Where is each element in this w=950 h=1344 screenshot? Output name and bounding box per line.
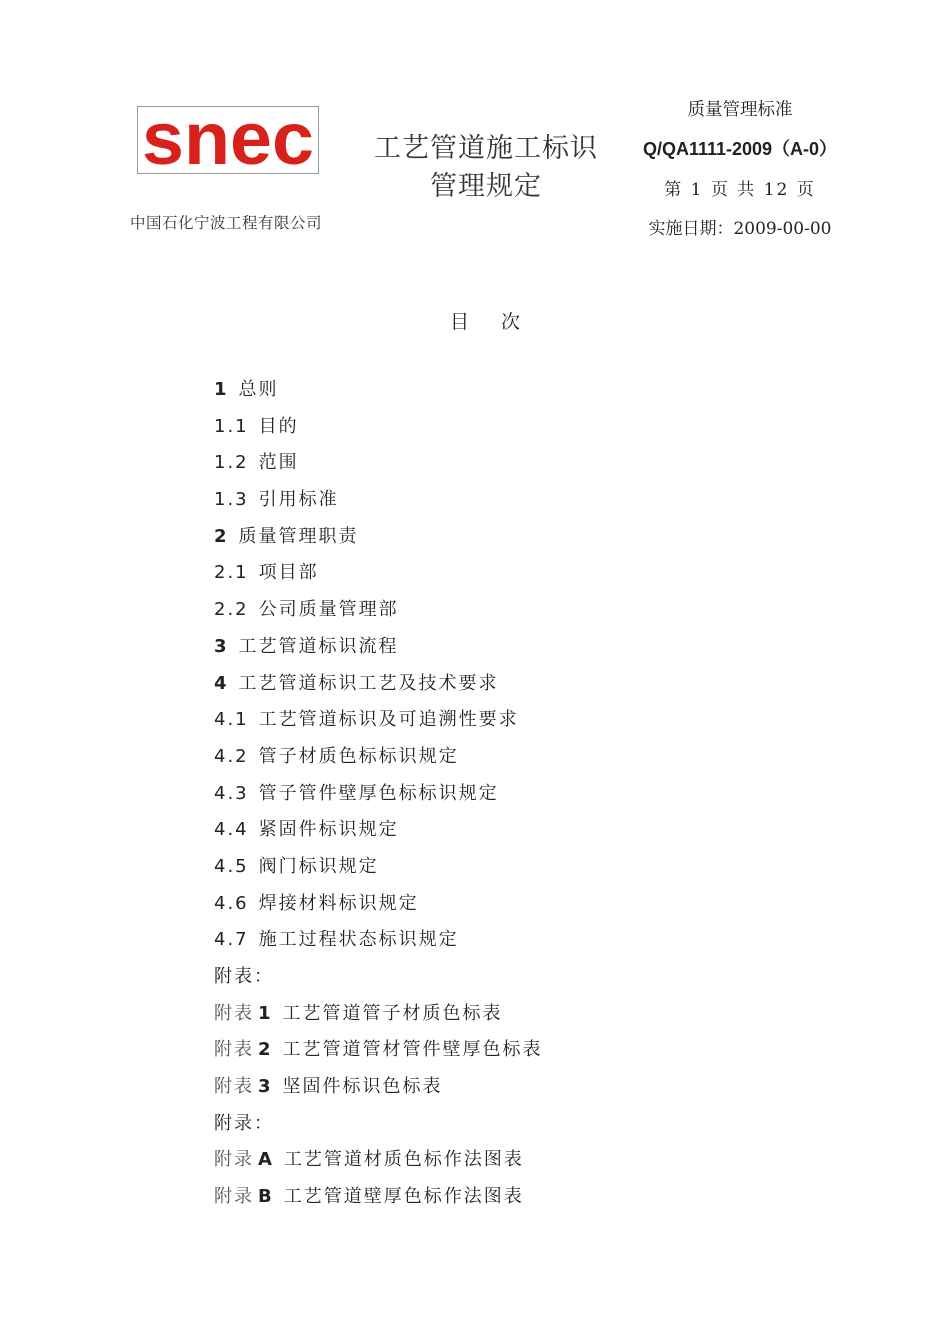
toc-item — [214, 702, 543, 739]
appendix-table-item-title: 工艺管道管子材质色标表 — [282, 1002, 503, 1024]
toc-item — [214, 409, 543, 446]
toc-item — [214, 849, 543, 886]
toc-item-number: 1.1 — [214, 415, 249, 437]
appendix-table-item — [214, 1032, 543, 1069]
document-title-line1: 工艺管道施工标识 — [374, 133, 598, 164]
appendix-tables-label: 附表： — [214, 966, 274, 987]
appendix-table-item-key: 2 — [258, 1039, 273, 1061]
appendix-item-key: B — [258, 1186, 274, 1208]
appendix-item-prefix: 附录 — [214, 1186, 254, 1208]
appendix-item — [214, 1179, 543, 1216]
toc-item-title: 工艺管道标识流程 — [238, 635, 399, 657]
standard-type: 质量管理标准 — [687, 100, 793, 120]
toc-item-title: 管子管件壁厚色标标识规定 — [258, 782, 499, 804]
toc-item — [214, 445, 543, 482]
logo-wordmark: snec — [142, 107, 314, 173]
appendix-table-item-title: 工艺管道管材管件壁厚色标表 — [282, 1039, 543, 1061]
toc-item-number: 1 — [214, 379, 229, 400]
toc-item-title: 管子材质色标标识规定 — [258, 745, 459, 767]
toc-item-number: 4.3 — [214, 782, 249, 804]
toc-item — [214, 886, 543, 923]
appendix-item-title: 工艺管道材质色标作法图表 — [283, 1149, 524, 1171]
appendix-table-item-prefix: 附表 — [214, 1076, 254, 1098]
company-logo — [137, 106, 319, 174]
toc-item-title: 工艺管道标识及可追溯性要求 — [258, 709, 519, 731]
toc-item-number: 2.2 — [214, 599, 249, 621]
table-of-contents — [214, 372, 543, 1216]
toc-item-title: 目的 — [258, 415, 299, 437]
toc-item-number: 4.2 — [214, 745, 249, 767]
toc-item-title: 质量管理职责 — [238, 525, 359, 547]
toc-item-title: 范围 — [258, 452, 299, 474]
toc-item-number: 4.7 — [214, 929, 249, 951]
toc-item — [214, 776, 543, 813]
toc-item-title: 焊接材料标识规定 — [258, 892, 419, 914]
company-name: 中国石化宁波工程有限公司 — [130, 214, 323, 232]
implementation-date: 实施日期：2009-00-00 — [648, 219, 832, 239]
toc-item-title: 引用标准 — [258, 489, 339, 511]
toc-item-title: 阀门标识规定 — [258, 855, 379, 877]
toc-item-number: 2.1 — [214, 562, 249, 584]
appendix-item-key: A — [258, 1149, 274, 1171]
appendix-item-prefix: 附录 — [214, 1149, 254, 1171]
toc-item-number: 3 — [214, 635, 229, 657]
toc-item-title: 公司质量管理部 — [258, 599, 399, 621]
appendix-table-item — [214, 1069, 543, 1106]
toc-item — [214, 812, 543, 849]
toc-item — [214, 629, 543, 666]
toc-item-number: 4.6 — [214, 892, 249, 914]
appendices-label: 附录： — [214, 1112, 274, 1134]
page-info: 第 1 页 共 12 页 — [664, 180, 816, 200]
appendix-table-item-prefix: 附表 — [214, 1002, 254, 1024]
appendix-table-item-key: 1 — [258, 1002, 273, 1024]
toc-item-number: 1.3 — [214, 489, 249, 511]
toc-item — [214, 666, 543, 703]
appendix-item-title: 工艺管道壁厚色标作法图表 — [283, 1186, 524, 1208]
snec-logo-mark — [138, 107, 318, 173]
appendix-table-item-title: 坚固件标识色标表 — [282, 1076, 443, 1098]
toc-item — [214, 592, 543, 629]
toc-item — [214, 482, 543, 519]
toc-item-title: 总则 — [238, 379, 279, 400]
appendix-table-item-prefix: 附表 — [214, 1039, 254, 1061]
toc-item-title: 工艺管道标识工艺及技术要求 — [238, 672, 499, 694]
toc-item-title: 紧固件标识规定 — [258, 819, 399, 841]
standard-code: Q/QA1111-2009（A-0） — [642, 139, 838, 159]
document-title — [360, 130, 612, 206]
toc-item-title: 项目部 — [258, 562, 319, 584]
toc-item-title: 施工过程状态标识规定 — [258, 929, 459, 951]
toc-item — [214, 922, 543, 959]
toc-item — [214, 739, 543, 776]
toc-item-number: 4 — [214, 672, 229, 694]
appendix-table-item-key: 3 — [258, 1076, 273, 1098]
toc-item-number: 4.5 — [214, 855, 249, 877]
toc-item — [214, 555, 543, 592]
toc-item-number: 4.1 — [214, 709, 249, 731]
toc-heading: 目次 — [450, 311, 553, 333]
document-title-line2: 管理规定 — [430, 171, 542, 202]
toc-item — [214, 519, 543, 556]
toc-item — [214, 372, 543, 409]
appendix-item — [214, 1142, 543, 1179]
toc-item-number: 2 — [214, 525, 229, 547]
appendix-table-item — [214, 996, 543, 1033]
toc-item-number: 4.4 — [214, 819, 249, 841]
toc-item-number: 1.2 — [214, 452, 249, 474]
